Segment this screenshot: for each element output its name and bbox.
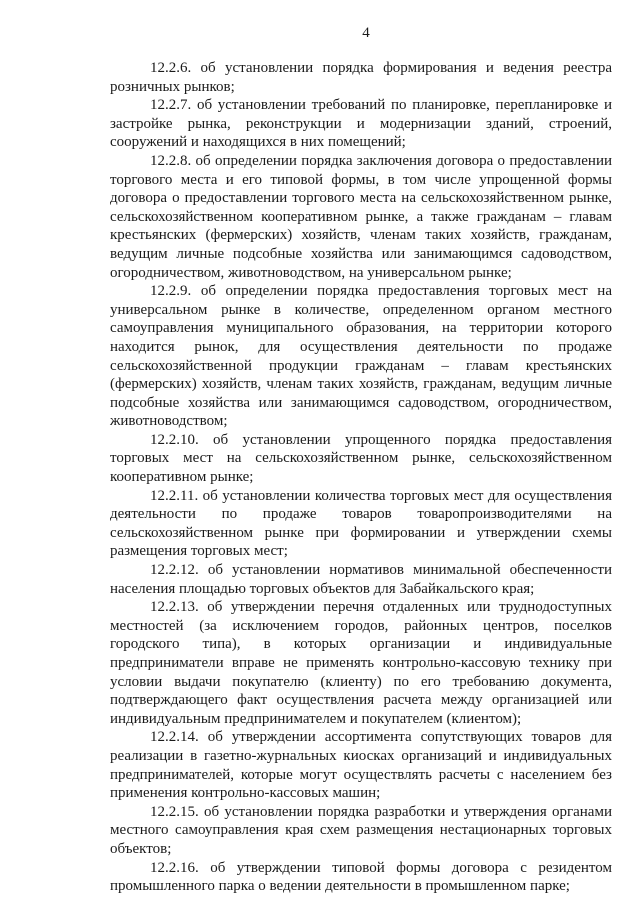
paragraph-12-2-8: 12.2.8. об определении порядка заключения договора о предоставлении торгового места и его типовой формы, в том числе упрощенной формы договора о предоставлении торгового места на сельскохозяйственном рынке, сельскохозяйственном кооперативном рынке, а также гражданам – главам крестьянских (фермерских) хозяйств, членам таких хозяйств, гражданам, ведущим личные подсобные хозяйства или занимающимся садоводством, огородничеством, животноводством, на универсальном рынке;	[110, 152, 612, 281]
paragraph-12-2-14: 12.2.14. об утверждении ассортимента сопутствующих товаров для реализации в газетно-журнальных киосках организаций и индивидуальных предпринимателей, которые могут осуществлять расчеты с населением без применения контрольно-кассовых машин;	[110, 729, 612, 802]
paragraph-12-2-11: 12.2.11. об установлении количества торговых мест для осуществления деятельности по продаже товаров товаропроизводителями на сельскохозяйственном рынке при формировании и утверждении схемы размещения торговых мест;	[110, 487, 612, 560]
paragraph-12-2-6: 12.2.6. об установлении порядка формирования и ведения реестра розничных рынков;	[110, 60, 612, 95]
paragraph-12-2-7: 12.2.7. об установлении требований по планировке, перепланировке и застройке рынка, реконструкции и модернизации зданий, строений, сооружений и находящихся в них помещений;	[110, 97, 612, 151]
paragraph-12-2-12: 12.2.12. об установлении нормативов минимальной обеспеченности населения площадью торговых объектов для Забайкальского края;	[110, 562, 612, 597]
paragraph-12-2-15: 12.2.15. об установлении порядка разработки и утверждения органами местного самоуправления края схем размещения нестационарных торговых объектов;	[110, 803, 612, 857]
paragraph-12-2-16: 12.2.16. об утверждении типовой формы договора с резидентом промышленного парка о ведении деятельности в промышленном парке;	[110, 859, 612, 895]
paragraph-12-2-9: 12.2.9. об определении порядка предоставления торговых мест на универсальном рынке в количестве, определенном органом местного самоуправления муниципального образования, на территории которого находится рынок, для осуществления деятельности по продаже сельскохозяйственной продукции гражданам – главам крестьянских (фермерских) хозяйств, членам таких хозяйств, гражданам, ведущим личные подсобные хозяйства или занимающимся садоводством, огородничеством, животноводством;	[110, 283, 612, 430]
page-number: 4	[362, 25, 370, 41]
paragraph-12-2-13: 12.2.13. об утверждении перечня отдаленных или труднодоступных местностей (за исключением городов, районных центров, поселков городского типа), в которых организации и индивидуальные предприниматели вправе не применять контрольно-кассовую технику при условии выдачи покупателю (клиенту) по его требованию документа, подтверждающего факт осуществления расчета между организацией или индивидуальным предпринимателем и покупателем (клиентом);	[110, 599, 612, 727]
paragraph-12-2-10: 12.2.10. об установлении упрощенного порядка предоставления торговых мест на сельскохозяйственном рынке, сельскохозяйственном кооперативном рынке;	[110, 431, 612, 486]
document-body	[110, 59, 612, 896]
